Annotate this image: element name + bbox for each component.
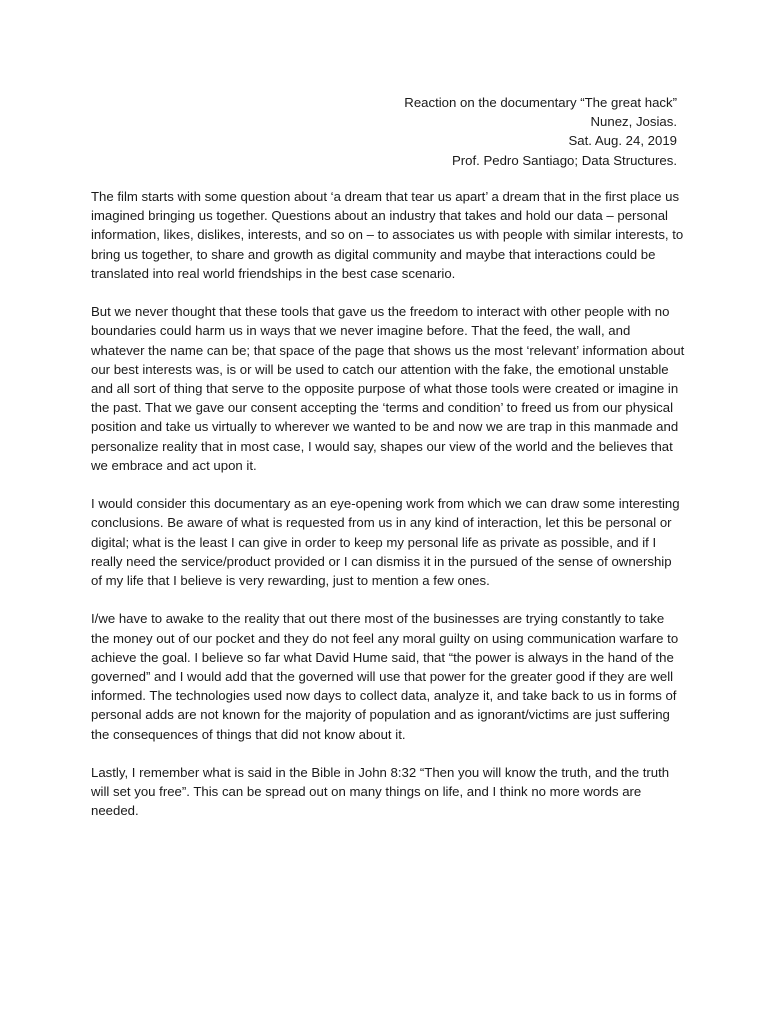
paragraph-4: I/we have to awake to the reality that out there most of the businesses are trying constantly to take the money out of our pocket and they do not feel any moral guilty on using communication warfare to achieve the goal. I believe so far what David Hume said, that “the power is always in the hand of the governed” and I would add that the governed will use that power for the greater good if they are well informed. The technologies used now days to collect data, analyze it, and take back to us in forms of personal adds are not known for the majority of population and as ignorant/victims are just suffering the consequences of things that did not know about it. [91, 611, 679, 742]
document-header [404, 93, 677, 170]
course-info: Prof. Pedro Santiago; Data Structures. [451, 152, 677, 168]
paragraph-1: The film starts with some question about ‘a dream that tear us apart’ a dream that in the first place us imagined bringing us together. Questions about an industry that takes and hold our data – personal information, likes, dislikes, interests, and so on – to associates us with people with similar interests, to bring us together, to share and growth as digital community and maybe that interactions could be translated into real world friendships in the best case scenario. [91, 189, 684, 281]
document-date: Sat. Aug. 24, 2019 [568, 133, 677, 149]
paragraph-5: Lastly, I remember what is said in the Bible in John 8:32 “Then you will know the truth, and the truth will set you free”. This can be spread out on many things on life, and I think no more words are needed. [91, 765, 670, 819]
paragraph-3: I would consider this documentary as an eye-opening work from which we can draw some interesting conclusions. Be aware of what is requested from us in any kind of interaction, let this be personal or digital; what is the least I can give in order to keep my personal life as private as possible, and if I really need the service/product provided or I can dismiss it in the pursued of the sense of ownership of my life that I believe is very rewarding, just to mention a few ones. [91, 496, 680, 589]
document-title: Reaction on the documentary “The great hack” [404, 95, 677, 110]
paragraph-2: But we never thought that these tools that gave us the freedom to interact with other people with no boundaries could harm us in ways that we never imagine before. That the feed, the wall, and whatever the name can be; that space of the page that shows us the most ‘relevant’ information about our best interests was, is or will be used to catch our attention with the fake, the emotional unstable and all sort of thing that serve to the opposite purpose of what those tools were created or imagine in the past. That we gave our consent accepting the ‘terms and condition’ to freed us from our physical position and take us virtually to wherever we wanted to be and now we are trap in this manmade and personalize reality that in most case, I would say, shapes our view of the world and the believes that we embrace and act upon it. [91, 304, 685, 473]
author-name: Nunez, Josias. [590, 114, 677, 130]
document-body [91, 187, 685, 840]
